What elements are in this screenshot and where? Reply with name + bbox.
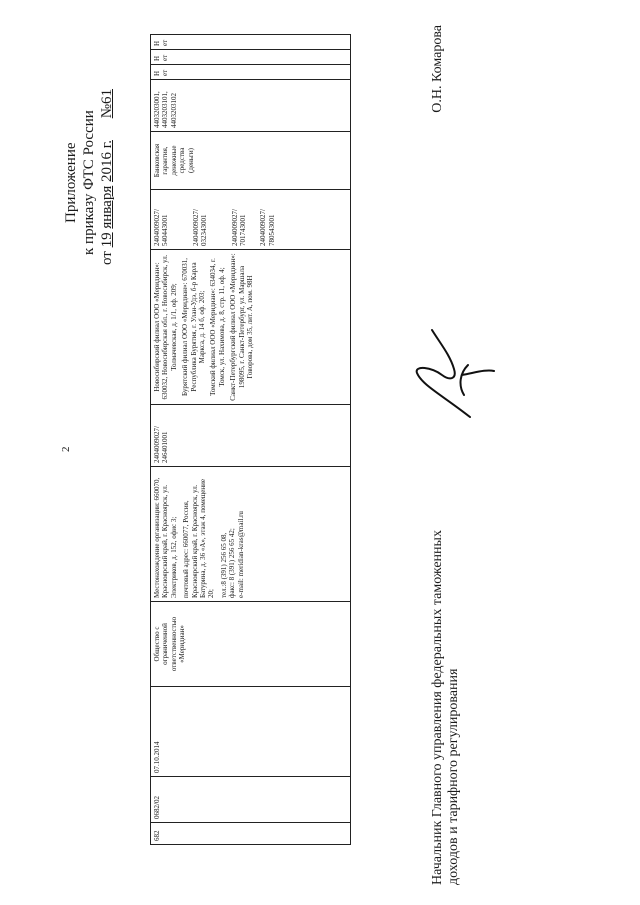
cell-branches xyxy=(151,250,351,405)
cell-reg-number: 0682/02 xyxy=(151,777,351,823)
cell-address xyxy=(151,467,351,602)
date-month: января xyxy=(99,185,115,229)
page-number: 2 xyxy=(60,446,72,452)
postal-address: почтовый адрес: 660077, Россия, Красноярский край, г. Красноярск, ул. Батурина, д. 36 «А», этаж 4, помещение 20; xyxy=(182,479,216,598)
cell-col9: Нет xyxy=(151,65,351,80)
cell-num: 682 xyxy=(151,823,351,845)
cell-org-name: Общество с ограниченной ответственностью «Меридиан» xyxy=(151,602,351,687)
branch-code: 2404009027/ 032343001 xyxy=(191,209,209,246)
branch-entry: Томский филиал ООО «Меридиан»: 634034, г. Томск, ул. Нахимова, д. 8, стр. 11, оф. 4; xyxy=(209,258,226,396)
branch-code: 2404009027/ 780543001 xyxy=(259,209,276,246)
cell-date: 07.10.2014 xyxy=(151,687,351,777)
appendix-order-ref: к приказу ФТС России xyxy=(81,110,97,255)
branch-code: 2404009027/ 701743001 xyxy=(230,209,248,246)
registry-table xyxy=(150,34,351,845)
appendix-title: Приложение xyxy=(63,142,79,223)
date-year: 2016 г. xyxy=(99,140,115,183)
branch-entry: Новосибирский филиал ООО «Меридиан»: 630032, Новосибирская обл., г. Новосибирск, ул. Толмачевская, д. 1/1, оф. 209; xyxy=(153,254,178,400)
legal-address: Местонахождение организации: 660070, Красноярский край, г. Красноярск, ул. Электриков, д. 152, офис 3; xyxy=(153,477,178,598)
table-row xyxy=(151,35,351,845)
phone: тел.:8 (391) 256 65 08, xyxy=(219,532,228,598)
signer-name: О.Н. Комарова xyxy=(430,25,445,113)
branch-entry: Санкт-Петербургский филиал ООО «Меридиан»: 198095, г. Санкт-Петербург, ул. Маршала Говорова, дом 35, лит. А, пом. 98Н xyxy=(229,253,255,401)
date-day: 19 xyxy=(99,232,115,248)
cell-customs-codes: 4403203001, 4403203101, 4403203102 xyxy=(151,80,351,132)
appendix-header xyxy=(62,45,116,305)
cell-branch-codes xyxy=(151,190,351,250)
email: e-mail: meridian-kras@mail.ru xyxy=(236,511,245,598)
order-number: №61 xyxy=(99,88,115,119)
cell-inn-kpp: 2404009027/ 246401001 xyxy=(151,405,351,467)
signer-title: Начальник Главного управления федеральных таможенных доходов и тарифного регулирования xyxy=(430,530,461,885)
cell-guarantee: Банковская гарантия, денежные средства (деньги) xyxy=(151,132,351,190)
cell-col11: Нет xyxy=(151,35,351,50)
branch-code: 2404009027/ 540443001 xyxy=(153,209,170,246)
branch-entry: Бурятский филиал ООО «Меридиан»: 670031, Республика Бурятия, г. Улан-Удэ, б-р Карла Маркса, д. 14 б, оф. 203; xyxy=(181,258,207,396)
date-prefix: от xyxy=(99,251,115,265)
cell-col10: Нет xyxy=(151,50,351,65)
appendix-date-line xyxy=(98,45,116,305)
signature-icon xyxy=(402,315,502,425)
fax: факс: 8 (391) 256 65 42; xyxy=(228,528,237,598)
